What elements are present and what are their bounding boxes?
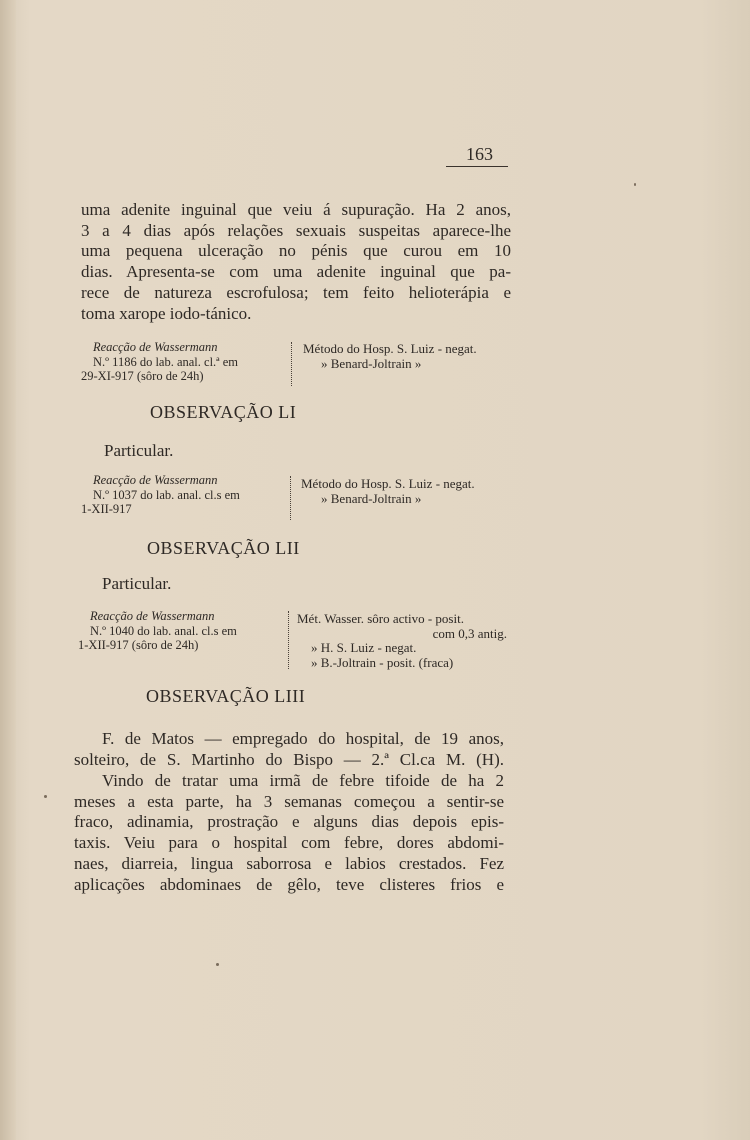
method-line: Método do Hosp. S. Luiz - negat. [301, 476, 475, 491]
text-line: solteiro, de S. Martinho do Bispo — 2.ª Cl.ca M. (H). [74, 749, 504, 769]
text-line: taxis. Veiu para o hospital com febre, dores abdomi- [74, 833, 504, 853]
method-line: » H. S. Luiz - negat. [311, 640, 417, 655]
reaction-line: N.º 1037 do lab. anal. cl.s em [93, 487, 240, 502]
paper-spot [634, 183, 636, 186]
observation-heading: OBSERVAÇÃO LI [150, 402, 297, 422]
observation-heading: OBSERVAÇÃO LIII [146, 686, 306, 706]
text-line: 3 a 4 dias após relações sexuais suspeitas aparece-lhe [81, 220, 511, 240]
page-number-rule [446, 166, 508, 167]
text-line: meses a esta parte, ha 3 semanas começou a sentir-se [74, 791, 504, 811]
text-line: toma xarope iodo-tánico. [81, 303, 252, 323]
column-divider [291, 342, 292, 386]
intro-paragraph [81, 200, 511, 324]
text-line: Vindo de tratar uma irmã de febre tifoide de ha 2 [102, 771, 504, 790]
observation-heading: OBSERVAÇÃO LII [147, 538, 300, 558]
binding-edge [0, 0, 16, 1140]
column-divider [290, 476, 291, 520]
clinical-history [74, 771, 504, 895]
particular-label: Particular. [104, 441, 174, 460]
wassermann-reaction-block [78, 609, 278, 653]
text-line: uma pequena ulceração no pénis que curou em 10 [81, 241, 511, 261]
text-line: fraco, adinamia, prostração e alguns dias depois epis- [74, 812, 504, 832]
reaction-line: N.º 1186 do lab. anal. cl.ª em [93, 354, 239, 369]
column-divider [288, 611, 289, 669]
text-line: naes, diarreia, lingua saborrosa e labios crestados. Fez [74, 853, 504, 873]
reaction-title: Reacção de Wassermann [93, 473, 218, 487]
page-number: 163 [466, 144, 493, 164]
patient-identification [74, 729, 504, 770]
text-line: F. de Matos — empregado do hospital, de 19 anos, [102, 729, 504, 748]
paper-spot [44, 795, 47, 798]
particular-label: Particular. [102, 574, 172, 593]
text-line: uma adenite inguinal que veiu á supuração. Ha 2 anos, [81, 200, 511, 219]
reaction-title: Reacção de Wassermann [90, 609, 215, 623]
method-line: » B.-Joltrain - posit. (fraca) [311, 654, 454, 670]
method-results [297, 612, 507, 670]
method-results [301, 477, 516, 506]
reaction-line: 1-XII-917 [81, 502, 132, 516]
wassermann-reaction-block [81, 473, 281, 517]
text-line: aplicações abdominaes de gêlo, teve clisteres frios e [74, 874, 504, 894]
method-line: » Benard-Joltrain » [321, 355, 422, 371]
wassermann-reaction-block [81, 340, 281, 384]
reaction-title: Reacção de Wassermann [93, 340, 218, 354]
paper-spot [216, 963, 219, 966]
reaction-line: 1-XII-917 (sôro de 24h) [78, 638, 199, 652]
reaction-line: N.º 1040 do lab. anal. cl.s em [90, 623, 237, 638]
text-line: rece de natureza escrofulosa; tem feito helioterápia e [81, 282, 511, 302]
method-results [303, 342, 518, 371]
method-line: com 0,3 antig. [432, 625, 507, 641]
method-line: Mét. Wasser. sôro activo - posit. [297, 611, 464, 626]
method-line: » Benard-Joltrain » [321, 490, 422, 506]
method-line: Método do Hosp. S. Luiz - negat. [303, 341, 477, 356]
text-line: dias. Apresenta-se com uma adenite inguinal que pa- [81, 262, 511, 282]
reaction-line: 29-XI-917 (sôro de 24h) [81, 369, 204, 383]
